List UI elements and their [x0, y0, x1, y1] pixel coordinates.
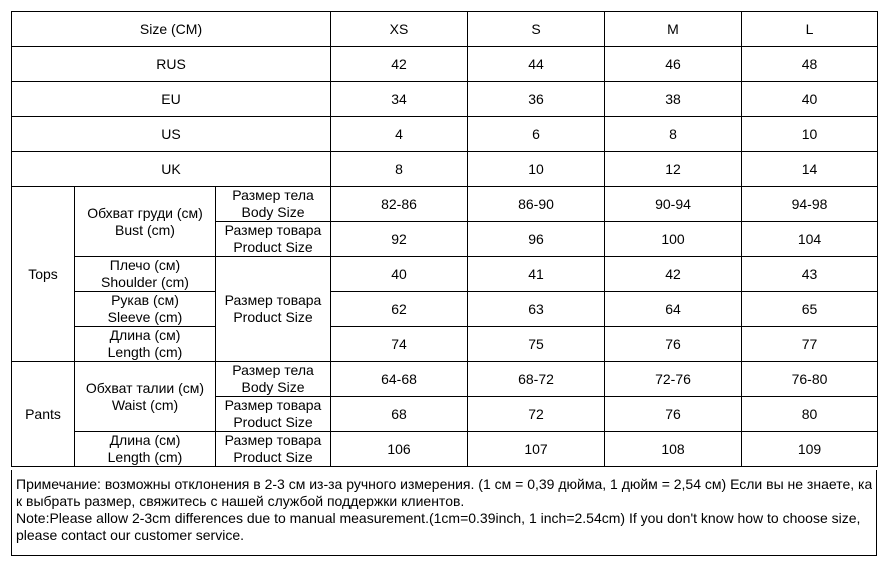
rus-m: 46 — [605, 47, 742, 82]
size-l-header: L — [742, 12, 878, 47]
body-size-en: Body Size — [241, 204, 305, 220]
eu-l: 40 — [742, 82, 878, 117]
length-label-ru: Длина (см) — [109, 432, 181, 448]
pants-length-l: 109 — [742, 432, 878, 467]
pants-body-size-label — [216, 362, 331, 397]
body-size-ru: Размер тела — [232, 362, 314, 378]
product-size-en: Product Size — [233, 309, 313, 325]
note-line-en-1: Note:Please allow 2-3cm differences due to manual measurement.(1cm=0.39inch, 1 inch=2.54cm) If you don't know how to choose size, — [16, 510, 861, 526]
size-header-label: Size (CM) — [12, 12, 331, 47]
pants-length-m: 108 — [605, 432, 742, 467]
waist-body-m: 72-76 — [605, 362, 742, 397]
sleeve-s: 63 — [468, 292, 605, 327]
bust-product-xs: 92 — [331, 222, 468, 257]
rus-label: RUS — [12, 47, 331, 82]
us-xs: 4 — [331, 117, 468, 152]
pants-length-row — [12, 432, 878, 467]
sleeve-label — [75, 292, 216, 327]
tops-product-size-group-label — [216, 257, 331, 362]
waist-body-xs: 64-68 — [331, 362, 468, 397]
shoulder-label — [75, 257, 216, 292]
size-m-header: M — [605, 12, 742, 47]
sleeve-l: 65 — [742, 292, 878, 327]
length-label-en: Length (cm) — [107, 449, 183, 465]
tops-length-m: 76 — [605, 327, 742, 362]
pants-length-xs: 106 — [331, 432, 468, 467]
product-size-ru: Размер товара — [224, 432, 322, 448]
length-label-ru: Длина (см) — [109, 327, 181, 343]
size-xs-header: XS — [331, 12, 468, 47]
us-m: 8 — [605, 117, 742, 152]
uk-row — [12, 152, 878, 187]
us-row — [12, 117, 878, 152]
tops-length-label — [75, 327, 216, 362]
pants-product-size-label — [216, 397, 331, 432]
sleeve-label-ru: Рукав (см) — [111, 292, 179, 308]
eu-m: 38 — [605, 82, 742, 117]
uk-m: 12 — [605, 152, 742, 187]
note-line-en-2: please contact our customer service. — [16, 527, 244, 543]
pants-length-s: 107 — [468, 432, 605, 467]
uk-s: 10 — [468, 152, 605, 187]
shoulder-s: 41 — [468, 257, 605, 292]
waist-product-xs: 68 — [331, 397, 468, 432]
bust-body-s: 86-90 — [468, 187, 605, 222]
bust-label — [75, 187, 216, 257]
rus-s: 44 — [468, 47, 605, 82]
pants-label: Pants — [12, 362, 75, 467]
waist-label-ru: Обхват талии (см) — [85, 379, 205, 396]
note-line-ru-1: Примечание: возможны отклонения в 2-3 см из-за ручного измерения. (1 см = 0,39 дюйма, 1 дюйм = 2,54 см) Если вы не знаете, ка — [16, 476, 872, 492]
bust-body-l: 94-98 — [742, 187, 878, 222]
body-size-en: Body Size — [241, 379, 305, 395]
bust-product-l: 104 — [742, 222, 878, 257]
shoulder-label-en: Shoulder (cm) — [101, 274, 189, 290]
size-chart-table — [11, 11, 878, 467]
body-size-ru: Размер тела — [232, 187, 314, 203]
uk-l: 14 — [742, 152, 878, 187]
tops-length-xs: 74 — [331, 327, 468, 362]
eu-label: EU — [12, 82, 331, 117]
bust-body-m: 90-94 — [605, 187, 742, 222]
product-size-ru: Размер товара — [224, 222, 322, 238]
product-size-ru: Размер товара — [224, 397, 322, 413]
waist-label-en: Waist (cm) — [111, 396, 179, 413]
uk-xs: 8 — [331, 152, 468, 187]
shoulder-m: 42 — [605, 257, 742, 292]
product-size-ru: Размер товара — [224, 292, 322, 308]
tops-length-s: 75 — [468, 327, 605, 362]
rus-l: 48 — [742, 47, 878, 82]
rus-xs: 42 — [331, 47, 468, 82]
length-label-en: Length (cm) — [107, 344, 183, 360]
tops-sleeve-row — [12, 292, 878, 327]
rus-row — [12, 47, 878, 82]
waist-body-s: 68-72 — [468, 362, 605, 397]
product-size-en: Product Size — [233, 449, 313, 465]
us-s: 6 — [468, 117, 605, 152]
tops-body-size-label — [216, 187, 331, 222]
tops-length-l: 77 — [742, 327, 878, 362]
pants-length-label — [75, 432, 216, 467]
note-line-ru-2: к выбрать размер, свяжитесь с нашей службой поддержки клиентов. — [16, 493, 465, 509]
shoulder-label-ru: Плечо (см) — [109, 257, 181, 273]
bust-label-ru: Обхват груди (см) — [87, 204, 203, 221]
measurement-note — [11, 470, 877, 556]
sleeve-label-en: Sleeve (cm) — [107, 309, 183, 325]
tops-length-row — [12, 327, 878, 362]
tops-product-size-label — [216, 222, 331, 257]
tops-label: Tops — [12, 187, 75, 362]
bust-label-en: Bust (cm) — [115, 221, 175, 238]
eu-xs: 34 — [331, 82, 468, 117]
bust-body-xs: 82-86 — [331, 187, 468, 222]
pants-waist-body-row — [12, 362, 878, 397]
eu-s: 36 — [468, 82, 605, 117]
sleeve-xs: 62 — [331, 292, 468, 327]
waist-product-m: 76 — [605, 397, 742, 432]
pants-length-product-size-label — [216, 432, 331, 467]
us-l: 10 — [742, 117, 878, 152]
uk-label: UK — [12, 152, 331, 187]
product-size-en: Product Size — [233, 414, 313, 430]
waist-body-l: 76-80 — [742, 362, 878, 397]
us-label: US — [12, 117, 331, 152]
header-row — [12, 12, 878, 47]
tops-shoulder-row — [12, 257, 878, 292]
waist-product-l: 80 — [742, 397, 878, 432]
product-size-en: Product Size — [233, 239, 313, 255]
bust-product-m: 100 — [605, 222, 742, 257]
tops-bust-body-row — [12, 187, 878, 222]
eu-row — [12, 82, 878, 117]
shoulder-l: 43 — [742, 257, 878, 292]
bust-product-s: 96 — [468, 222, 605, 257]
size-s-header: S — [468, 12, 605, 47]
waist-label — [75, 362, 216, 432]
shoulder-xs: 40 — [331, 257, 468, 292]
sleeve-m: 64 — [605, 292, 742, 327]
waist-product-s: 72 — [468, 397, 605, 432]
